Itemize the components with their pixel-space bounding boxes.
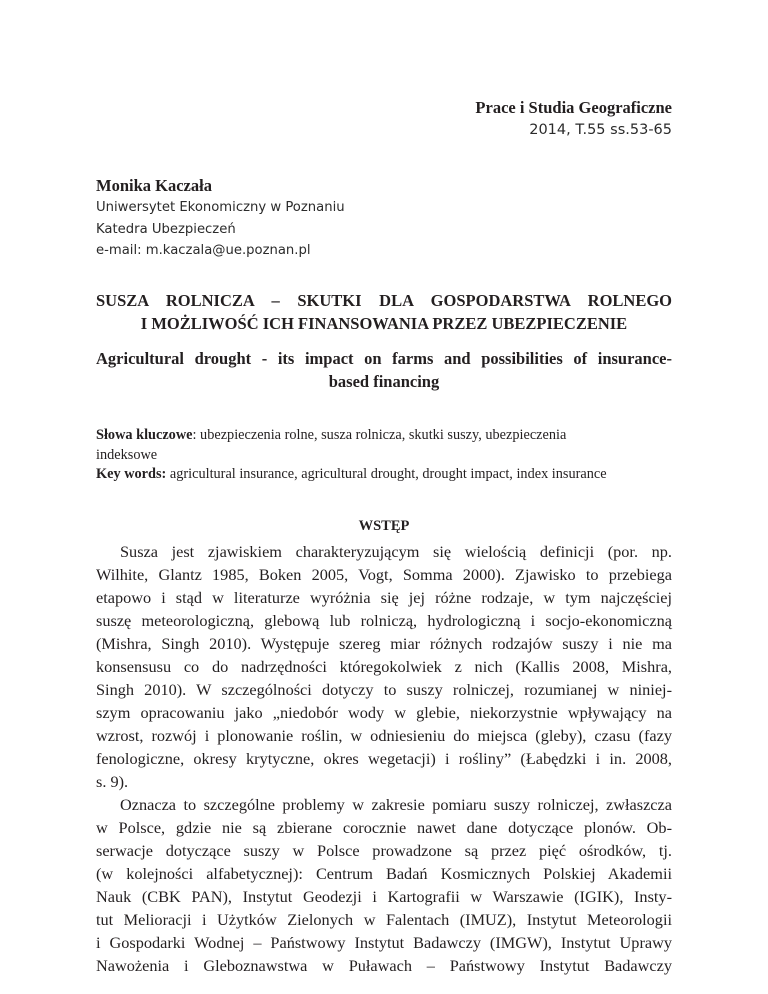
author-affiliation-department: Katedra Ubezpieczeń xyxy=(96,221,236,237)
paper-title-polish-line-2: I MOŻLIWOŚĆ ICH FINANSOWANIA PRZEZ UBEZPIECZENIE xyxy=(140,314,628,333)
body-line: tut Melioracji i Użytków Zielonych w Falentach (IMUZ), Instytut Meteorologii xyxy=(96,910,672,929)
body-line: etapowo i stąd w literaturze wyróżnia się jej różne rodzaje, w tym najczęściej xyxy=(96,588,672,607)
body-line: suszę meteorologiczną, glebową lub rolniczą, hydrologiczną i socjo-ekonomiczną xyxy=(96,611,672,630)
author-block xyxy=(96,174,345,262)
journal-header xyxy=(475,97,672,141)
author-affiliation-university: Uniwersytet Ekonomiczny w Poznaniu xyxy=(96,200,345,215)
body-line: wzrost, rozwój i plonowanie roślin, w odniesieniu do miejsca (gleby), czasu (fazy xyxy=(96,726,672,745)
body-line: Susza jest zjawiskiem charakteryzującym się wielością definicji (por. np. xyxy=(120,542,672,561)
body-line: (w kolejności alfabetycznej): Centrum Badań Kosmicznych Polskiej Akademii xyxy=(96,864,672,883)
keywords-english-label: Key words: xyxy=(96,466,167,482)
journal-issue: 2014, T.55 ss.53-65 xyxy=(529,122,672,138)
keywords-polish-label: Słowa kluczowe xyxy=(96,427,193,443)
body-line: szym opracowaniu jako „niedobór wody w glebie, niekorzystnie wpływający na xyxy=(96,703,672,722)
paper-title-english xyxy=(96,347,672,393)
section-heading: WSTĘP xyxy=(358,518,410,534)
paper-title-english-line-2: based financing xyxy=(328,372,440,391)
body-line: Nawożenia i Gleboznawstwa w Puławach – Państwowy Instytut Badawczy xyxy=(96,956,672,975)
keywords-english-text: agricultural insurance, agricultural drought, drought impact, index insurance xyxy=(166,466,607,482)
paper-title-polish xyxy=(96,289,672,335)
body-line: Wilhite, Glantz 1985, Boken 2005, Vogt, Somma 2000). Zjawisko to przebiega xyxy=(96,565,672,584)
body-line: s. 9). xyxy=(96,772,129,791)
body-line: Singh 2010). W szczególności dotyczy to suszy rolniczej, rozumianej w niniej- xyxy=(96,680,672,699)
body-line: Oznacza to szczególne problemy w zakresie pomiaru suszy rolniczej, zwłaszcza xyxy=(120,795,672,814)
body-line: serwacje dotyczące suszy w Polsce prowadzone są przez pięć ośrodków, tj. xyxy=(96,841,672,860)
body-line: (Mishra, Singh 2010). Występuje szereg miar różnych rodzajów suszy i nie ma xyxy=(96,634,672,653)
journal-title: Prace i Studia Geograficzne xyxy=(475,98,672,117)
keywords-english xyxy=(96,465,686,485)
body-line: konsensusu co do nadrzędności któregokolwiek z nich (Kallis 2008, Mishra, xyxy=(96,657,672,676)
paper-title-polish-line-1: SUSZA ROLNICZA – SKUTKI DLA GOSPODARSTWA ROLNEGO xyxy=(96,291,672,310)
keywords-polish-text: : ubezpieczenia rolne, susza rolnicza, skutki suszy, ubezpieczenia xyxy=(192,427,567,443)
body-line: i Gospodarki Wodnej – Państwowy Instytut Badawczy (IMGW), Instytut Uprawy xyxy=(96,933,672,952)
keywords-polish-continued: indeksowe xyxy=(96,446,158,463)
body-line: fenologiczne, okresy krytyczne, okres wegetacji) i rośliny” (Łabędzki i in. 2008, xyxy=(96,749,672,768)
body-line: w Polsce, gdzie nie są zbierane corocznie nawet dane dotyczące plonów. Ob- xyxy=(96,818,672,837)
author-name: Monika Kaczała xyxy=(96,176,212,195)
keywords-block xyxy=(96,426,686,485)
body-text xyxy=(96,540,672,977)
body-line: Nauk (CBK PAN), Instytut Geodezji i Kartografii w Warszawie (IGIK), Insty- xyxy=(96,887,672,906)
keywords-polish xyxy=(96,426,686,446)
paper-title-english-line-1: Agricultural drought - its impact on farms and possibilities of insurance- xyxy=(96,349,672,368)
author-email: e-mail: m.kaczala@ue.poznan.pl xyxy=(96,243,311,258)
